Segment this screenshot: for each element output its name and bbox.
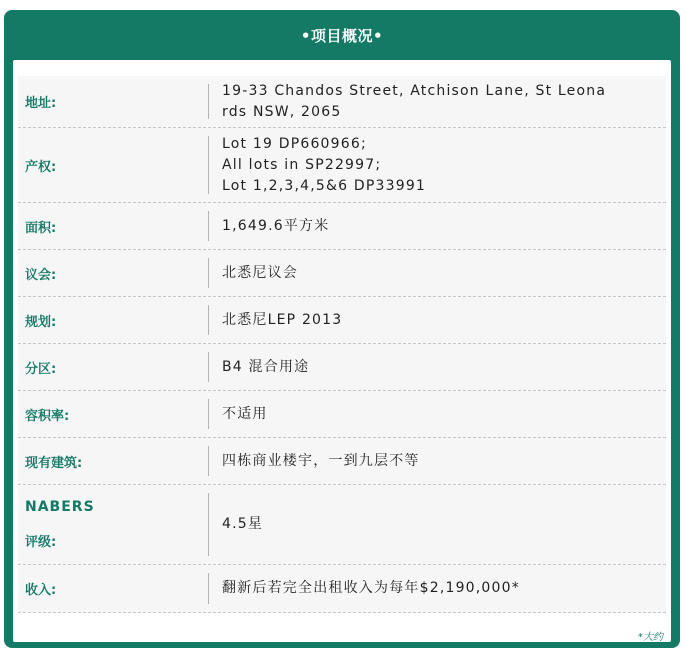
table-row-title xyxy=(18,128,666,203)
value-line: 4.5星 xyxy=(222,516,264,532)
table-row-nabers xyxy=(18,485,666,565)
value-line: 翻新后若完全出租收入为每年$2,190,000* xyxy=(222,580,520,596)
project-overview-card xyxy=(4,10,680,648)
row-label: 分区: xyxy=(25,361,57,377)
table-row-planning xyxy=(18,297,666,344)
table-row-area xyxy=(18,203,666,250)
value-line: 北悉尼议会 xyxy=(222,264,298,281)
value-line: 北悉尼LEP 2013 xyxy=(222,311,343,328)
row-value xyxy=(209,76,666,127)
value-line: 四栋商业楼宇，一到九层不等 xyxy=(222,452,420,469)
row-value xyxy=(209,250,666,296)
row-value xyxy=(209,565,666,612)
value-line: 1,649.6平方米 xyxy=(222,217,330,234)
value-line: All lots in SP22997; xyxy=(222,156,382,173)
table-row-address xyxy=(18,76,666,128)
row-label: 地址: xyxy=(25,96,57,111)
table-row-council xyxy=(18,250,666,297)
row-label: 面积: xyxy=(25,220,57,236)
row-label: 产权: xyxy=(25,159,57,175)
row-label: 收入: xyxy=(25,583,57,598)
row-label: 规划: xyxy=(25,314,57,330)
table-row-income xyxy=(18,565,666,613)
value-line: rds NSW, 2065 xyxy=(222,103,342,120)
table-row-existing-buildings xyxy=(18,438,666,485)
row-label: 现有建筑: xyxy=(25,455,83,471)
label-line: NABERS xyxy=(25,498,95,515)
value-line: 不适用 xyxy=(222,405,268,422)
row-label xyxy=(18,485,208,564)
row-value xyxy=(209,344,666,390)
value-line: B4 混合用途 xyxy=(222,358,310,375)
row-value xyxy=(209,203,666,249)
row-value xyxy=(209,128,666,202)
row-label: 议会: xyxy=(25,267,57,283)
overview-panel xyxy=(13,60,671,642)
overview-table xyxy=(18,76,666,613)
footnote: *大约 xyxy=(638,632,663,643)
table-row-zoning xyxy=(18,344,666,391)
row-value xyxy=(209,297,666,343)
value-line: 19-33 Chandos Street, Atchison Lane, St Leona xyxy=(222,82,607,99)
value-line: Lot 1,2,3,4,5&6 DP33991 xyxy=(222,177,427,194)
row-value xyxy=(209,391,666,437)
value-line: Lot 19 DP660966; xyxy=(222,135,367,152)
row-value xyxy=(209,438,666,484)
label-line: 评级: xyxy=(25,534,57,550)
row-value xyxy=(209,485,666,564)
row-label: 容积率: xyxy=(25,408,70,424)
table-row-fsr xyxy=(18,391,666,438)
card-title: •项目概况• xyxy=(300,26,384,45)
